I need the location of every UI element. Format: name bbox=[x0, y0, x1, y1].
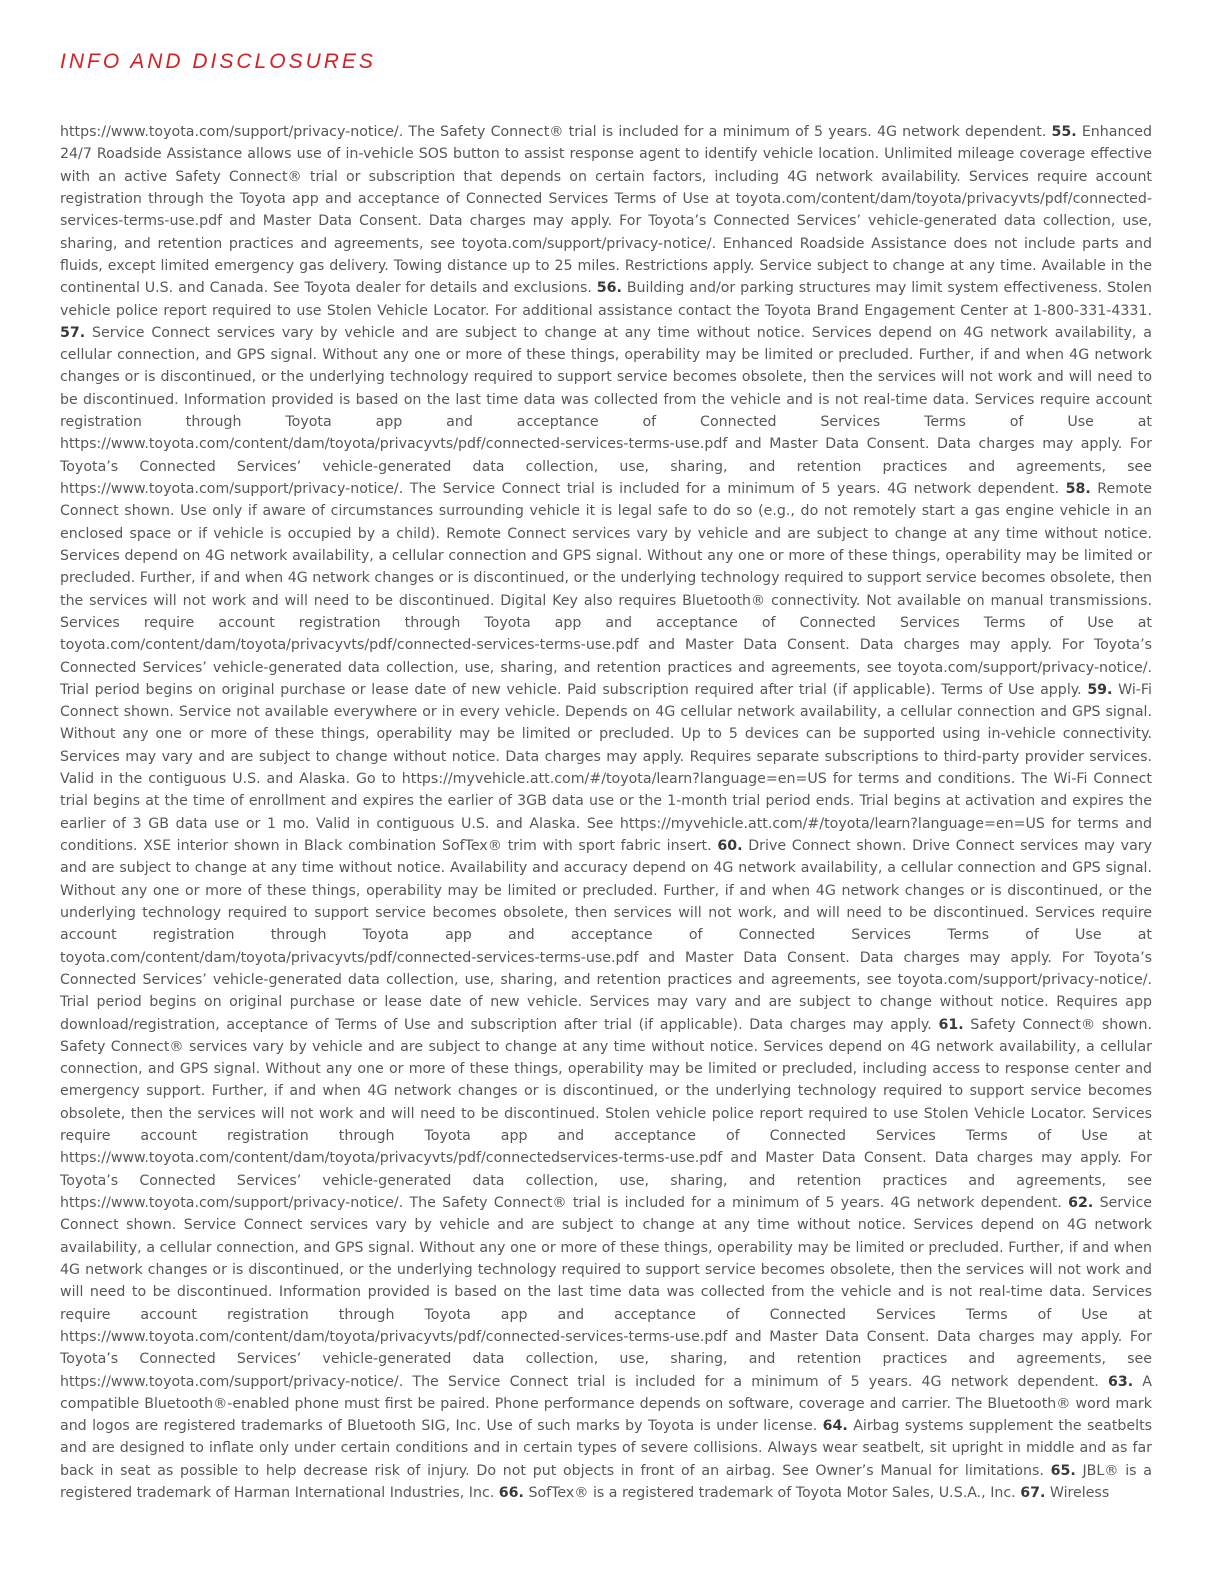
footnote-number: 59. bbox=[1087, 681, 1113, 698]
disclosure-segment: Building and/or parking structures may limit system effectiveness. Stolen vehicle police report required to use Stolen Vehicle Locator. For additional assistance contact the Toyota Brand Engagement Center at 1-800-331-4331. bbox=[60, 280, 1152, 319]
footnote-number: 67. bbox=[1020, 1485, 1046, 1502]
footnote-number: 61. bbox=[938, 1016, 964, 1033]
disclosure-text bbox=[60, 121, 1152, 1504]
disclosure-segment: A compatible Bluetooth®-enabled phone must first be paired. Phone performance depends on software, coverage and carrier. The Bluetooth® word mark and logos are registered trademarks of Bluetooth SIG, Inc. Use of such marks by Toyota is under license. bbox=[60, 1373, 1153, 1435]
footnote-number: 66. bbox=[498, 1485, 524, 1502]
footnote-number: 58. bbox=[1065, 481, 1091, 497]
footnote-number: 62. bbox=[1068, 1195, 1094, 1211]
page-title: INFO AND DISCLOSURES bbox=[60, 50, 376, 73]
disclosure-segment: Drive Connect shown. Drive Connect services may vary and are subject to change at any time without notice. Availability and accuracy depend on 4G network availability, a cellular connection and GPS signal. Without any one or more of these things, operability may be limited or precluded. Further, if and when 4G network changes or is discontinued, or the underlying technology required to support service becomes obsolete, then services will not work, and will need to be discontinued. Services require account registration through Toyota app and acceptance of Connected Services Terms of Use at toyota.com/content/dam/toyota/privacyvts/pdf/connected-services-terms-use.pdf and Master Data Consent. Data charges may apply. For Toyota’s Connected Services’ vehicle-generated data collection, use, sharing, and retention practices and agreements, see toyota.com/support/privacy-notice/. Trial period begins on original purchase or lease date of new vehicle. Services may vary and are subject to change without notice. Requires app download/registration, acceptance of Terms of Use and subscription after trial (if applicable). Data charges may apply. bbox=[60, 838, 1153, 1033]
disclosure-segment: JBL® is a registered trademark of Harman International Industries, Inc. bbox=[60, 1462, 1152, 1502]
disclosure-segment: Service Connect services vary by vehicle and are subject to change at any time without notice. Services depend on 4G network availability, a cellular connection, and GPS signal. Without any one or more of these things, operability may be limited or precluded. Further, if and when 4G network changes or is discontinued, or the underlying technology required to support service becomes obsolete, then the services will not work and will need to be discontinued. Information provided is based on the last time data was collected from the vehicle and is not real-time data. Services require account registration through Toyota app and acceptance of Connected Services Terms of Use at https://www.toyota.com/content/dam/toyota/privacyvts/pdf/connected-services-terms-use.pdf and Master Data Consent. Data charges may apply. For Toyota’s Connected Services’ vehicle-generated data collection, use, sharing, and retention practices and agreements, see https://www.toyota.com/support/privacy-notice/. The Service Connect trial is included for a minimum of 5 years. 4G network dependent. bbox=[60, 324, 1153, 497]
disclosure-segment: Airbag systems supplement the seatbelts and are designed to inflate only under certain conditions and in certain types of severe collisions. Always wear seatbelt, sit upright in middle and as far back in seat as possible to help decrease risk of injury. Do not put objects in front of an airbag. See Owner’s Manual for limitations. bbox=[60, 1418, 1153, 1479]
footnote-number: 56. bbox=[596, 280, 622, 297]
footnote-number: 63. bbox=[1107, 1373, 1134, 1390]
disclosure-segment: Wi-Fi Connect shown. Service not available everywhere or in every vehicle. Depends on 4G cellular network availability, a cellular connection and GPS signal. Without any one or more of these things, operability may be limited or precluded. Up to 5 devices can be supported using in-vehicle connectivity. Services may vary and are subject to change without notice. Data charges may apply. Requires separate subscriptions to third-party provider services. Valid in the contiguous U.S. and Alaska. Go to https://myvehicle.att.com/#/toyota/learn?language=en=US for terms and conditions. The Wi-Fi Connect trial begins at the time of enrollment and expires the earlier of 3GB data use or the 1-month trial period ends. Trial begins at activation and expires the earlier of 3 GB data use or 1 mo. Valid in contiguous U.S. and Alaska. See https://myvehicle.att.com/#/toyota/learn?language=en=US for terms and conditions. XSE interior shown in Black combination SofTex® trim with sport fabric insert. bbox=[60, 681, 1152, 854]
disclosure-segment: Service Connect shown. Service Connect services vary by vehicle and are subject to change at any time without notice. Services depend on 4G network availability, a cellular connection, and GPS signal. Without any one or more of these things, operability may be limited or precluded. Further, if and when 4G network changes or is discontinued, or the underlying technology required to support service becomes obsolete, then the services will not work and will need to be discontinued. Information provided is based on the last time data was collected from the vehicle and is not real-time data. Services require account registration through Toyota app and acceptance of Connected Services Terms of Use at https://www.toyota.com/content/dam/toyota/privacyvts/pdf/connected-services-terms-use.pdf and Master Data Consent. Data charges may apply. For Toyota’s Connected Services’ vehicle-generated data collection, use, sharing, and retention practices and agreements, see https://www.toyota.com/support/privacy-notice/. The Service Connect trial is included for a minimum of 5 years. 4G network dependent. bbox=[60, 1195, 1152, 1390]
footnote-number: 55. bbox=[1051, 124, 1077, 140]
disclosure-segment: Safety Connect® shown. Safety Connect® services vary by vehicle and are subject to change at any time without notice. Services depend on 4G network availability, a cellular connection, and GPS signal. Without any one or more of these things, operability may be limited or precluded, including access to response center and emergency support. Further, if and when 4G network changes or is discontinued, or the underlying technology required to support service becomes obsolete, then the services will not work and will need to be discontinued. Stolen vehicle police report required to use Stolen Vehicle Locator. Services require account registration through Toyota app and acceptance of Connected Services Terms of Use at https://www.toyota.com/content/dam/toyota/privacyvts/pdf/connectedservices-terms-use.pdf and Master Data Consent. Data charges may apply. For Toyota’s Connected Services’ vehicle-generated data collection, use, sharing, and retention practices and agreements, see https://www.toyota.com/support/privacy-notice/. The Safety Connect® trial is included for a minimum of 5 years. 4G network dependent. bbox=[60, 1016, 1153, 1211]
disclosure-segment: https://www.toyota.com/support/privacy-notice/. The Safety Connect® trial is included for a minimum of 5 years. 4G network dependent. bbox=[60, 124, 1047, 140]
disclosure-segment: Wireless bbox=[1049, 1485, 1110, 1502]
footnote-number: 60. bbox=[717, 838, 743, 854]
footnote-number: 57. bbox=[60, 324, 86, 341]
footnote-number: 65. bbox=[1050, 1462, 1076, 1479]
footnote-number: 64. bbox=[822, 1418, 848, 1435]
disclosure-segment: Enhanced 24/7 Roadside Assistance allows use of in-vehicle SOS button to assist response agent to identify vehicle location. Unlimited mileage coverage effective with an active Safety Connect® trial or subscription that depends on certain factors, including 4G network availability. Services require account registration through the Toyota app and acceptance of Connected Services Terms of Use at toyota.com/content/dam/toyota/privacyvts/pdf/connected-services-terms-use.pdf and Master Data Consent. Data charges may apply. For Toyota’s Connected Services’ vehicle-generated data collection, use, sharing, and retention practices and agreements, see toyota.com/support/privacy-notice/. Enhanced Roadside Assistance does not include parts and fluids, except limited emergency gas delivery. Towing distance up to 25 miles. Restrictions apply. Service subject to change at any time. Available in the continental U.S. and Canada. See Toyota dealer for details and exclusions. bbox=[60, 124, 1152, 297]
disclosure-segment: SofTex® is a registered trademark of Toyota Motor Sales, U.S.A., Inc. bbox=[528, 1485, 1016, 1502]
disclosure-segment: Remote Connect shown. Use only if aware of circumstances surrounding vehicle it is legal safe to do so (e.g., do not remotely start a gas engine vehicle in an enclosed space or if vehicle is occupied by a child). Remote Connect services vary by vehicle and are subject to change at any time without notice. Services depend on 4G network availability, a cellular connection and GPS signal. Without any one or more of these things, operability may be limited or precluded. Further, if and when 4G network changes or is discontinued, or the underlying technology required to support service becomes obsolete, then the services will not work and will need to be discontinued. Digital Key also requires Bluetooth® connectivity. Not available on manual transmissions. Services require account registration through Toyota app and acceptance of Connected Services Terms of Use at toyota.com/content/dam/toyota/privacyvts/pdf/connected-services-terms-use.pdf and Master Data Consent. Data charges may apply. For Toyota’s Connected Services’ vehicle-generated data collection, use, sharing, and retention practices and agreements, see toyota.com/support/privacy-notice/. Trial period begins on original purchase or lease date of new vehicle. Paid subscription required after trial (if applicable). Terms of Use apply. bbox=[60, 481, 1152, 698]
